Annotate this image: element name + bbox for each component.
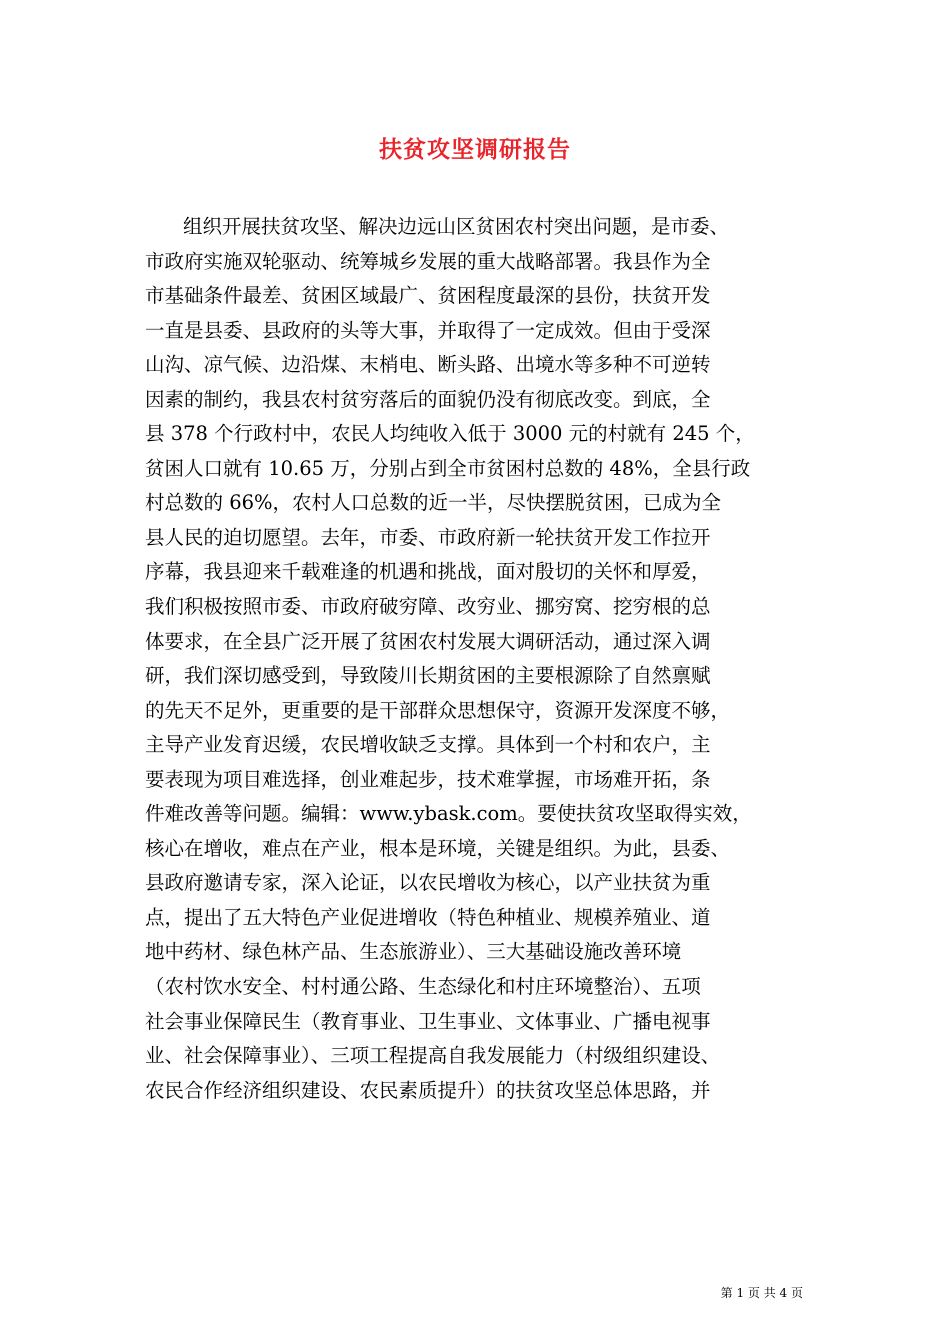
body-line: 市基础条件最差、贫困区域最广、贫困程度最深的县份，扶贫开发	[145, 284, 711, 308]
body-line: 要表现为项目难选择，创业难起步，技术难掌握，市场难开拓，条	[145, 767, 711, 791]
body-line: 县人民的迫切愿望。去年，市委、市政府新一轮扶贫开发工作拉开	[145, 525, 711, 549]
body-line: 山沟、凉气候、边沿煤、末梢电、断头路、出境水等多种不可逆转	[145, 353, 711, 377]
body-line: 件难改善等问题。编辑：www.ybask.com。要使扶贫攻坚取得实效，	[145, 802, 752, 826]
body-line: 的先天不足外，更重要的是干部群众思想保守，资源开发深度不够，	[145, 698, 731, 722]
body-line: 县政府邀请专家，深入论证，以农民增收为核心，以产业扶贫为重	[145, 871, 711, 895]
body-line: 体要求，在全县广泛开展了贫困农村发展大调研活动，通过深入调	[145, 629, 711, 653]
body-line: 一直是县委、县政府的头等大事，并取得了一定成效。但由于受深	[145, 318, 711, 342]
body-line: 村总数的 66%，农村人口总数的近一半，尽快摆脱贫困，已成为全	[145, 491, 722, 515]
body-line: 序幕，我县迎来千载难逢的机遇和挑战，面对殷切的关怀和厚爱，	[145, 560, 711, 584]
document-body	[145, 210, 825, 1108]
body-line: 地中药材、绿色林产品、生态旅游业）、三大基础设施改善环境	[145, 940, 682, 964]
body-line: 点，提出了五大特色产业促进增收（特色种植业、规模养殖业、道	[145, 905, 711, 929]
body-line: 因素的制约，我县农村贫穷落后的面貌仍没有彻底改变。到底，全	[145, 387, 711, 411]
body-line: 县 378 个行政村中，农民人均纯收入低于 3000 元的村就有 245 个，	[145, 422, 755, 446]
body-line: 社会事业保障民生（教育事业、卫生事业、文体事业、广播电视事	[145, 1009, 711, 1033]
document-title: 扶贫攻坚调研报告	[379, 136, 571, 163]
body-line: 市政府实施双轮驱动、统筹城乡发展的重大战略部署。我县作为全	[145, 249, 711, 273]
body-line: 核心在增收，难点在产业，根本是环境，关键是组织。为此，县委、	[145, 836, 731, 860]
body-line: 主导产业发育迟缓，农民增收缺乏支撑。具体到一个村和农户，主	[145, 733, 711, 757]
body-line: 组织开展扶贫攻坚、解决边远山区贫困农村突出问题，是市委、	[183, 215, 730, 238]
body-line: 贫困人口就有 10.65 万，分别占到全市贫困村总数的 48%，全县行政	[145, 456, 751, 480]
body-line: （农村饮水安全、村村通公路、生态绿化和村庄环境整治）、五项	[145, 975, 701, 999]
body-line: 研，我们深切感受到，导致陵川长期贫困的主要根源除了自然禀赋	[145, 664, 711, 688]
body-line: 我们积极按照市委、市政府破穷障、改穷业、挪穷窝、挖穷根的总	[145, 595, 711, 619]
body-line: 农民合作经济组织建设、农民素质提升）的扶贫攻坚总体思路，并	[145, 1078, 711, 1102]
body-line: 业、社会保障事业）、三项工程提高自我发展能力（村级组织建设、	[145, 1044, 721, 1068]
page-number: 第 1 页 共 4 页	[720, 1286, 803, 1300]
